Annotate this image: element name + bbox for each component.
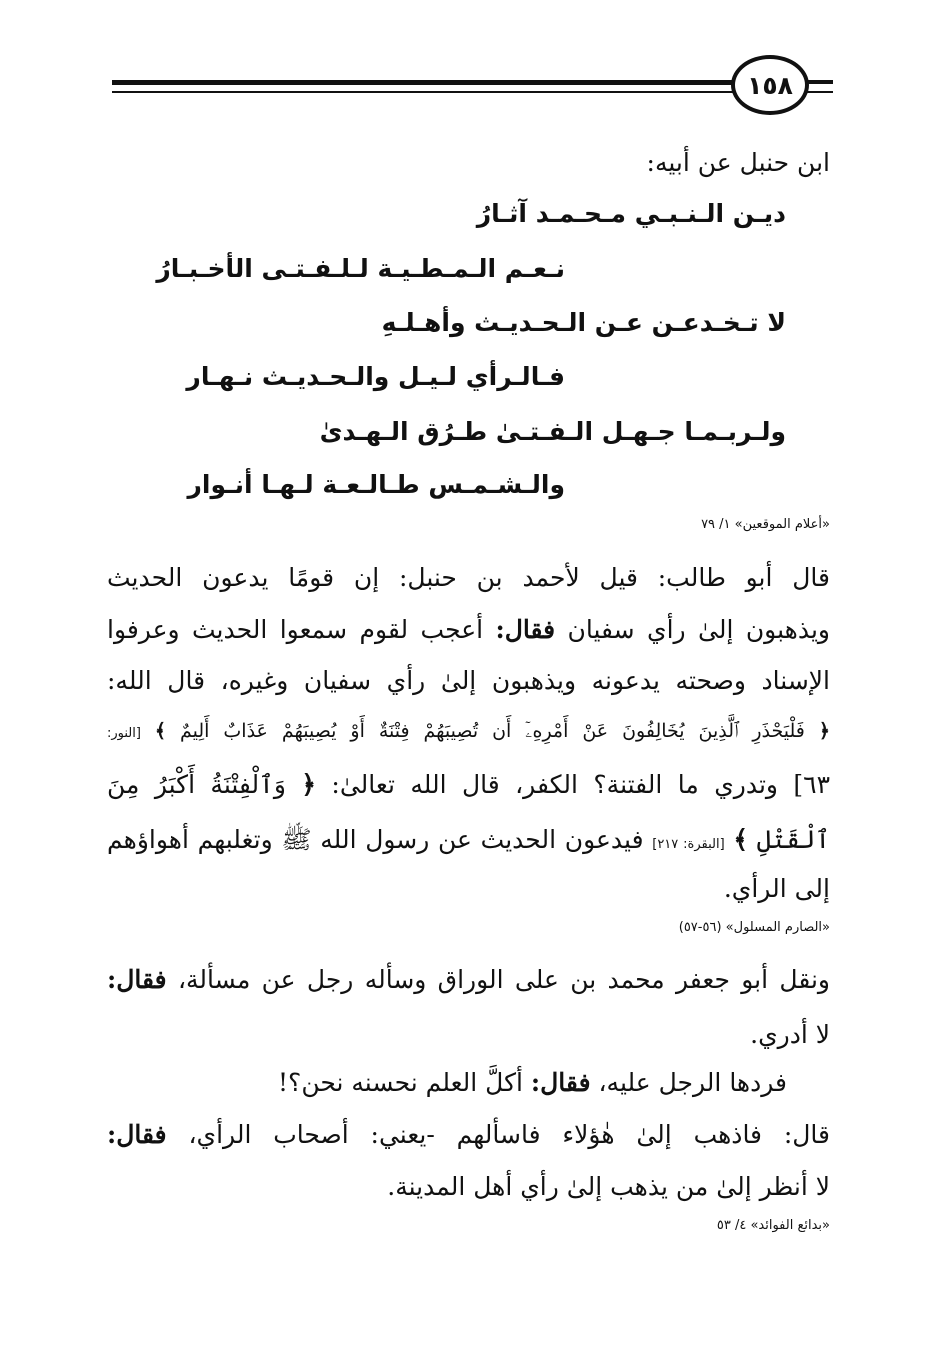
p1-line-5 xyxy=(107,770,830,799)
p2-line-4-a: قال: فاذهب إلىٰ هٰؤلاء فاسألهم -يعني: أصحاب الرأي، xyxy=(188,1120,830,1149)
poem-verse-6: والـشـمـس طـالـعـة لـهـا أنـوار xyxy=(187,470,565,499)
p1-line-6 xyxy=(107,824,830,861)
poem-verse-1: ديـن الـنـبـي مـحـمـد آثـارُ xyxy=(476,199,786,228)
p2-line-5: لا أنظر إلىٰ من يذهب إلىٰ رأي أهل المدينة. xyxy=(387,1172,830,1201)
poem-verse-2: نـعـم الـمـطـيـة لـلـفـتـى الأخـبـارُ xyxy=(156,254,565,283)
ayah-1-source: [النور: xyxy=(107,726,141,741)
reference-2: «الصارم المسلول» (٥٦-٥٧) xyxy=(678,920,830,935)
p2-line-4-bold: فقال: xyxy=(107,1120,167,1149)
p2-line-3-bold: فقال: xyxy=(530,1068,591,1097)
header-rule-right-thin xyxy=(805,91,833,93)
poem-verse-4: فـالـرأي لـيـل والـحـديـث نـهـار xyxy=(186,362,565,391)
p1-line-1: قال أبو طالب: قيل لأحمد بن حنبل: إن قومًا يدعون الحديث xyxy=(107,563,830,592)
p2-line-3-a: فردها الرجل عليه، xyxy=(598,1068,787,1097)
header-rule-thin xyxy=(112,91,734,93)
p1-line-3: الإسناد وصحته يدعونه ويذهبون إلىٰ رأي سفيان وغيره، قال الله: xyxy=(107,666,830,695)
reference-1: «أعلام الموقعين» ١/ ٧٩ xyxy=(701,517,830,532)
reference-3: «بدائع الفوائد» ٤/ ٥٣ xyxy=(716,1218,830,1233)
p1-line-2-b: أعجب لقوم سمعوا الحديث وعرفوا xyxy=(107,615,484,644)
p1-line-2 xyxy=(107,615,830,644)
ayah-brace-open: ﴿ xyxy=(818,720,830,742)
p1-line-2-a: ويذهبون إلىٰ رأي سفيان xyxy=(567,615,830,644)
p1-line-4 xyxy=(107,720,830,742)
ayah-2-a: وَٱلْفِتْنَةُ أَكْبَرُ مِنَ xyxy=(107,770,286,799)
p2-line-3 xyxy=(107,1068,787,1097)
ayah-2-source: [البقرة: ٢١٧] xyxy=(652,837,725,852)
p2-line-1-bold: فقال: xyxy=(107,965,167,994)
p1-line-5-a: ٦٣] وتدري ما الفتنة؟ الكفر، قال الله تعالىٰ: xyxy=(331,770,831,799)
ayah-brace-close: ﴾ xyxy=(154,720,167,742)
ayah-2-brace-open: ﴿ xyxy=(301,770,316,799)
p2-line-1-a: ونقل أبو جعفر محمد بن على الوراق وسأله رجل عن مسألة، xyxy=(177,965,830,994)
ayah-2-brace-close: ﴾ xyxy=(733,825,749,854)
intro-line: ابن حنبل عن أبيه: xyxy=(646,148,830,177)
header-rule xyxy=(112,80,734,85)
poem-verse-3: لا تـخـدعـن عـن الـحـديـث وأهـلـهِ xyxy=(381,308,786,337)
ayah-1: فَلْيَحْذَرِ ٱلَّذِينَ يُخَالِفُونَ عَنْ أَمْرِهِۦٓ أَن تُصِيبَهُمْ فِتْنَةٌ أَوْ يُصِيبَهُمْ عَذَابٌ أَلِيمٌ xyxy=(180,720,805,742)
p1-line-2-bold: فقال: xyxy=(495,615,556,644)
ayah-2-b: ٱلْقَتْلِ xyxy=(756,825,831,854)
page-number: ١٥٨ xyxy=(731,55,809,115)
p2-line-2: لا أدري. xyxy=(750,1020,830,1049)
p2-line-4 xyxy=(107,1120,830,1149)
p1-line-6-b: فيدعون الحديث عن رسول الله ﷺ وتغلبهم أهواؤهم xyxy=(107,825,644,854)
p2-line-3-b: أكلَّ العلم نحسنه نحن؟! xyxy=(278,1068,523,1097)
poem-verse-5: ولـربـمـا جـهـل الـفـتـىٰ طـرُق الـهـدىٰ xyxy=(319,417,786,446)
header-rule-right xyxy=(805,80,833,84)
p2-line-1 xyxy=(107,965,830,994)
p1-line-7: إلى الرأي. xyxy=(723,874,830,903)
